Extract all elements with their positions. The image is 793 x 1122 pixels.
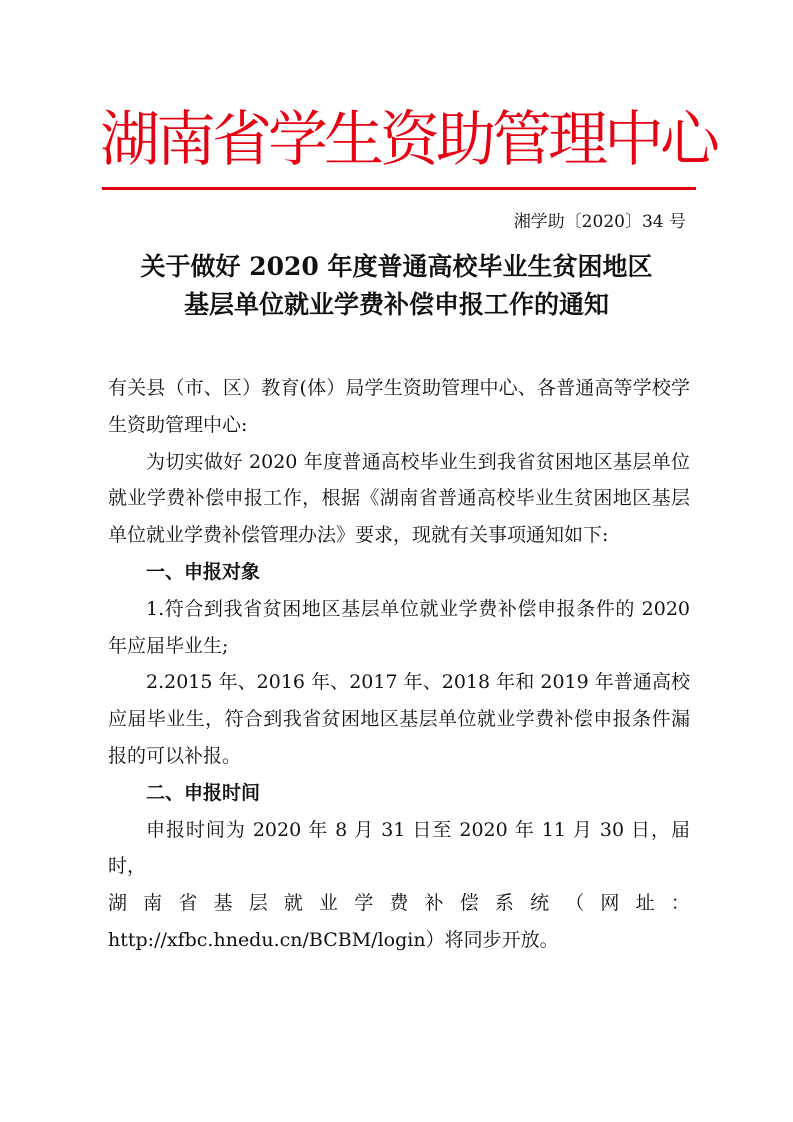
red-header-rule [102, 187, 696, 190]
section-heading-applicants: 一、申报对象 [146, 560, 261, 583]
application-time-line-2: 湖 南 省 基 层 就 业 学 费 补 偿 系 统 （ 网 址 ： [108, 892, 690, 915]
notice-body [108, 370, 690, 959]
issuing-organization-header: 湖南省学生资助管理中心 [100, 105, 716, 175]
notice-title-line-2: 基层单位就业学费补偿申报工作的通知 [183, 290, 609, 319]
section-heading-time: 二、申报时间 [146, 781, 261, 804]
application-system-url-line: http://xfbc.hnedu.cn/BCBM/login）将同步开放。 [108, 928, 559, 951]
application-time-line-1: 申报时间为 2020 年 8 月 31 日至 2020 年 11 月 30 日，届时， [108, 818, 690, 878]
notice-title [100, 248, 693, 324]
document-number: 湘学助〔2020〕34 号 [513, 212, 686, 232]
salutation: 有关县（市、区）教育(体）局学生资助管理中心、各普通高等学校学生资助管理中心: [108, 377, 690, 436]
applicant-item-1: 1.符合到我省贫困地区基层单位就业学费补偿申报条件的 2020 年应届毕业生; [108, 597, 690, 657]
applicant-item-2: 2.2015 年、2016 年、2017 年、2018 年和 2019 年普通高校应届毕业生，符合到我省贫困地区基层单位就业学费补偿申报条件漏报的可以补报。 [108, 671, 690, 767]
notice-title-line-1: 关于做好 2020 年度普通高校毕业生贫困地区 [140, 252, 653, 281]
intro-paragraph: 为切实做好 2020 年度普通高校毕业生到我省贫困地区基层单位就业学费补偿申报工作，根据《湖南省普通高校毕业生贫困地区基层单位就业学费补偿管理办法》要求，现就有关事项通知如下: [108, 450, 690, 547]
